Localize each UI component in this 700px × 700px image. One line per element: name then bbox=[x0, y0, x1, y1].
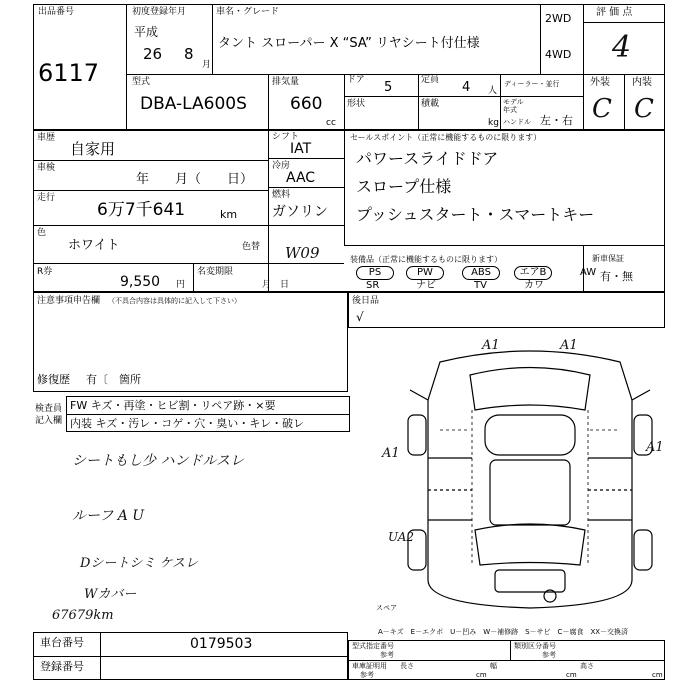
interior-grade: C bbox=[634, 94, 654, 124]
equipment-airbag: エアB bbox=[514, 266, 552, 280]
sales-points-label: セールスポイント（正常に機能するものに限ります） bbox=[350, 133, 542, 142]
model-name-label: 車名・グレード bbox=[216, 7, 280, 17]
notes-section bbox=[33, 292, 348, 392]
after-items-value: √ bbox=[356, 310, 364, 324]
mileage-label: 走行 bbox=[37, 193, 56, 203]
length-label: 長さ bbox=[400, 662, 414, 670]
garage-cert-label: 車庫証明用 bbox=[352, 662, 387, 670]
ac-label: 冷房 bbox=[272, 161, 291, 171]
color-code-label: 色替 bbox=[242, 242, 261, 252]
first-registration-label: 初度登録年月 bbox=[132, 7, 187, 17]
name-change-unit: 月 日 bbox=[262, 280, 290, 290]
equipment-sr: SR bbox=[366, 280, 380, 291]
equipment-aw: AW bbox=[580, 267, 597, 278]
height-unit: cm bbox=[652, 671, 663, 679]
load-unit: kg bbox=[488, 118, 499, 128]
damage-mark-left: A1 bbox=[382, 446, 400, 461]
after-items-label: 後日品 bbox=[352, 296, 380, 306]
equipment-tv: TV bbox=[474, 280, 487, 291]
history-value: 自家用 bbox=[70, 140, 116, 158]
inspector-row-fw: FW キズ・再塗・ヒビ割・リペア跡・×要 bbox=[70, 399, 276, 412]
lot-number-label: 出品番号 bbox=[38, 7, 75, 17]
damage-mark-front-right: A1 bbox=[560, 338, 578, 353]
damage-legend: A－キズ E－エクボ U－凹み W－補修跡 S－サビ C－腐食 XX－交換済 bbox=[378, 628, 629, 636]
inspector-label: 検査員記入欄 bbox=[35, 404, 63, 426]
interior-label: 内装 bbox=[632, 77, 652, 88]
drive-4wd: 4WD bbox=[545, 48, 572, 61]
name-change-label: 名変期限 bbox=[197, 267, 234, 277]
exterior-grade: C bbox=[592, 94, 612, 124]
capacity-label: 定員 bbox=[421, 75, 440, 85]
damage-mark-rear-left: UA2 bbox=[388, 530, 415, 544]
color-label: 色 bbox=[37, 228, 47, 238]
after-items-section bbox=[348, 292, 665, 328]
sales-point-1: パワースライドドア bbox=[356, 149, 499, 168]
new-car-warranty-value: 有・無 bbox=[600, 270, 633, 283]
load-label: 積載 bbox=[421, 99, 440, 109]
handwritten-note-4: Wカバー bbox=[84, 587, 137, 602]
car-diagram bbox=[400, 330, 660, 620]
history-label: 車歴 bbox=[37, 133, 56, 143]
capacity-value: 4 bbox=[462, 80, 471, 95]
displacement-label: 排気量 bbox=[272, 77, 300, 87]
width-label: 幅 bbox=[490, 662, 497, 670]
mileage-unit: km bbox=[220, 208, 238, 221]
recycle-unit: 円 bbox=[176, 280, 186, 290]
capacity-unit: 人 bbox=[488, 86, 498, 96]
equipment-label: 装備品（正常に機能するものに限ります） bbox=[350, 255, 502, 264]
handwritten-note-2: ルーフ A U bbox=[72, 508, 145, 524]
color-value: ホワイト bbox=[68, 238, 120, 253]
sales-point-2: スロープ仕様 bbox=[356, 177, 452, 196]
fuel-value: ガソリン bbox=[272, 204, 328, 220]
displacement-value: 660 bbox=[290, 94, 323, 114]
repair-history-value: 有〔 箇所 bbox=[86, 373, 141, 386]
type-spec-label: 型式指定番号 bbox=[352, 642, 394, 650]
equipment-pw: PW bbox=[406, 266, 444, 280]
registration-month-unit: 月 bbox=[202, 60, 212, 70]
shift-value: IAT bbox=[290, 141, 312, 157]
type-value: DBA-LA600S bbox=[140, 94, 247, 114]
shaken-value: 年 月（ 日） bbox=[136, 172, 254, 187]
registration-month: 8 bbox=[184, 45, 194, 63]
handwritten-note-3: Dシートシミ ケスレ bbox=[80, 556, 199, 571]
notes-sub: （不具合内容は具体的に記入して下さい） bbox=[108, 297, 241, 305]
registration-year: 26 bbox=[143, 45, 163, 63]
mileage-value: 6万7千641 bbox=[97, 200, 186, 220]
handle-label: ハンドル bbox=[503, 118, 531, 126]
height-label: 高さ bbox=[580, 662, 594, 670]
shape-label: 形状 bbox=[347, 99, 366, 109]
notes-label: 注意事項申告欄 bbox=[37, 296, 101, 306]
dealer-label: ディーラー・並行 bbox=[504, 80, 560, 88]
length-unit: cm bbox=[476, 671, 487, 679]
equipment-navi: ナビ bbox=[416, 280, 436, 291]
chassis-value: 0179503 bbox=[190, 636, 253, 652]
drive-2wd: 2WD bbox=[545, 12, 572, 25]
type-spec-ref: 参考 bbox=[380, 651, 394, 659]
equipment-abs: ABS bbox=[462, 266, 500, 280]
lot-number: 6117 bbox=[38, 59, 100, 87]
recycle-value: 9,550 bbox=[120, 274, 161, 290]
handwritten-note-5: 67679km bbox=[52, 608, 114, 623]
shaken-label: 車検 bbox=[37, 163, 56, 173]
registration-label: 登録番号 bbox=[40, 660, 84, 673]
class-ref: 参考 bbox=[542, 651, 556, 659]
shift-label: シフト bbox=[272, 132, 300, 142]
color-code-value: W09 bbox=[285, 244, 320, 262]
equipment-leather: カワ bbox=[524, 280, 544, 291]
doors-value: 5 bbox=[384, 80, 393, 95]
equipment-ps: PS bbox=[356, 266, 394, 280]
inspector-row-interior: 内装 キズ・汚レ・コゲ・穴・臭い・キレ・破レ bbox=[70, 417, 305, 430]
sales-point-3: プッシュスタート・スマートキー bbox=[356, 205, 595, 224]
ac-value: AAC bbox=[286, 170, 316, 186]
doors-label: ドア bbox=[347, 75, 365, 85]
recycle-label: R券 bbox=[37, 267, 53, 277]
grade-score: 4 bbox=[612, 30, 632, 65]
garage-cert-ref: 参考 bbox=[360, 671, 374, 679]
exterior-label: 外装 bbox=[590, 77, 610, 88]
model-year-label: モデル 年式 bbox=[503, 98, 524, 114]
grade-label: 評 価 点 bbox=[596, 7, 633, 18]
model-name: タント スローパー X “SA” リヤシート付仕様 bbox=[218, 36, 480, 51]
new-car-warranty-label: 新車保証 bbox=[592, 254, 624, 263]
width-unit: cm bbox=[566, 671, 577, 679]
registration-era: 平成 bbox=[134, 25, 159, 39]
fuel-label: 燃料 bbox=[272, 190, 291, 200]
damage-mark-front-left: A1 bbox=[482, 338, 500, 353]
damage-mark-right: A1 bbox=[646, 440, 664, 455]
chassis-label: 車台番号 bbox=[40, 636, 84, 649]
handle-value: 左・右 bbox=[540, 114, 573, 127]
class-label: 類別区分番号 bbox=[514, 642, 556, 650]
type-label: 型式 bbox=[132, 77, 151, 87]
handwritten-note-1: シートもし少 ハンドルスレ bbox=[72, 453, 245, 469]
repair-history-label: 修復歴 bbox=[37, 373, 70, 386]
spare-label: スペア bbox=[376, 604, 397, 612]
displacement-unit: cc bbox=[326, 118, 336, 128]
